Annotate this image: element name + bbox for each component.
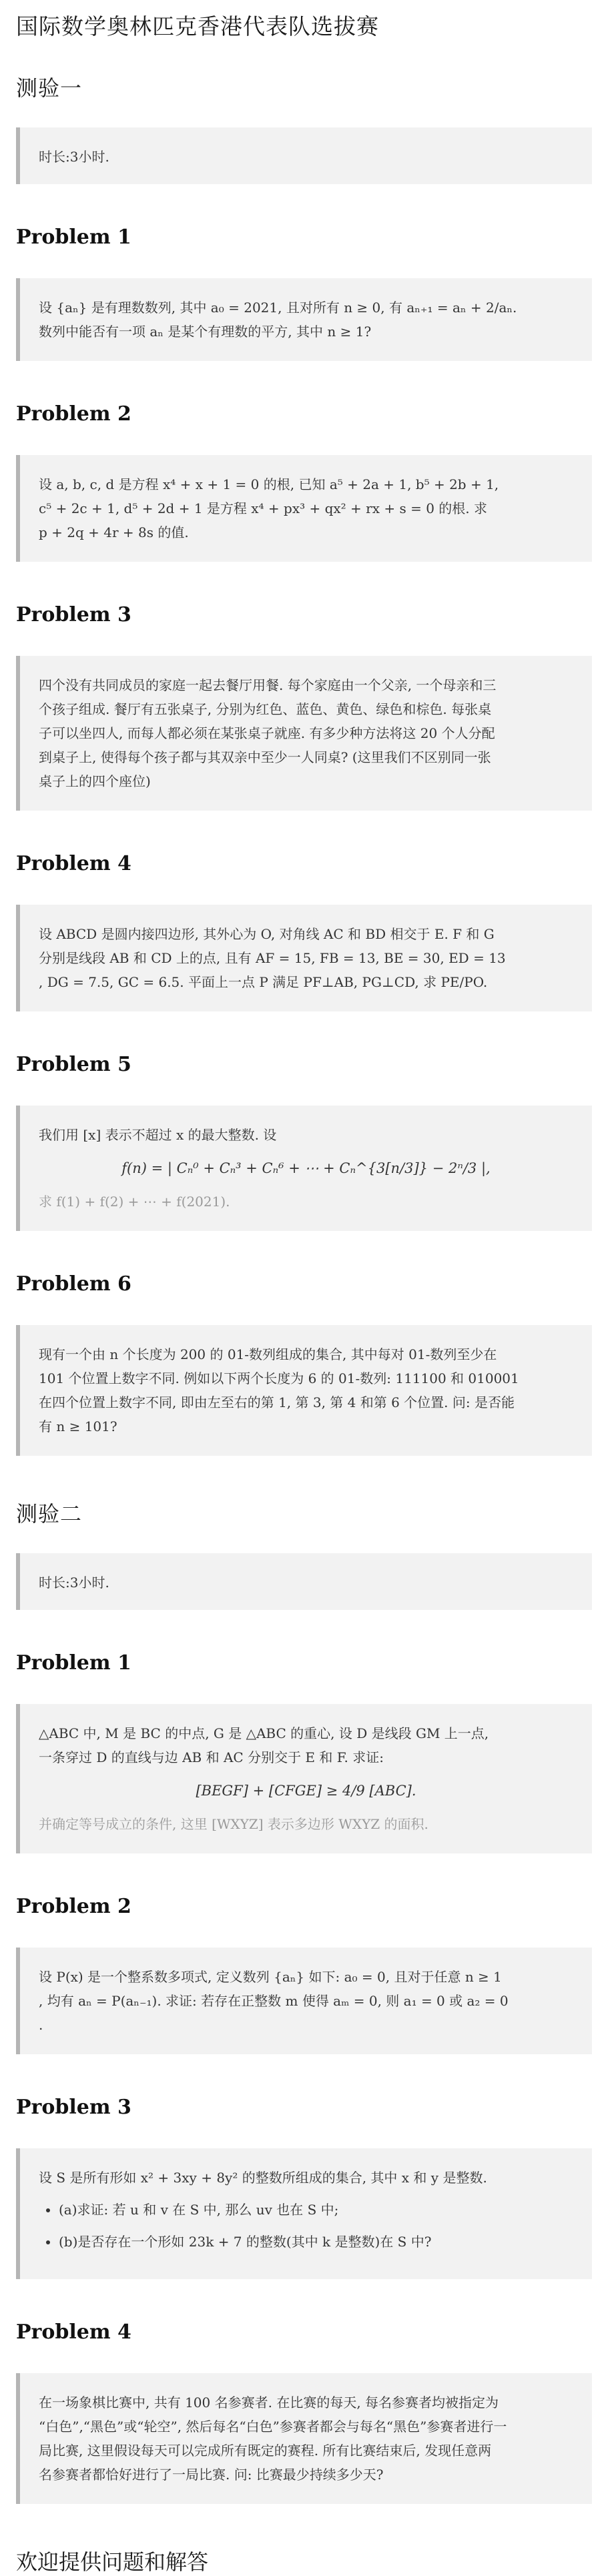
- line: p + 2q + 4r + 8s 的值.: [39, 524, 189, 540]
- line: “白色”,“黑色”或“轮空”, 然后每名“白色”参赛者都会与每名“黑色”参赛者进行一: [39, 2419, 507, 2435]
- list-item: • (b)是否存在一个形如 23k + 7 的整数(其中 k 是整数)在 S 中?: [59, 2230, 573, 2254]
- line: .: [39, 2017, 43, 2033]
- line: △ABC 中, M 是 BC 的中点, G 是 △ABC 的重心, 设 D 是线段 GM 上一点,: [39, 1725, 489, 1741]
- closing: 求 f(1) + f(2) + ⋯ + f(2021).: [39, 1194, 230, 1210]
- line: 在一场象棋比赛中, 共有 100 名参赛者. 在比赛的每天, 每名参赛者均被指定为: [39, 2395, 499, 2411]
- t2-problem-3-body: [16, 2148, 592, 2279]
- line: c⁵ + 2c + 1, d⁵ + 2d + 1 是方程 x⁴ + px³ + qx² + rx + s = 0 的根. 求: [39, 500, 488, 516]
- t1-problem-3-body: [16, 656, 592, 811]
- closing: 并确定等号成立的条件, 这里 [WXYZ] 表示多边形 WXYZ 的面积.: [39, 1816, 428, 1832]
- footer-heading: 欢迎提供问题和解答: [16, 2549, 209, 2575]
- intro: 我们用 [x] 表示不超过 x 的最大整数. 设: [39, 1127, 277, 1143]
- line: 桌子上的四个座位): [39, 773, 151, 789]
- t1-problem-5-body: [16, 1106, 592, 1231]
- t2-problem-4-title: Problem 4: [16, 2320, 131, 2344]
- line: 设 P(x) 是一个整系数多项式, 定义数列 {aₙ} 如下: a₀ = 0, 且对于任意 n ≥ 1: [39, 1969, 502, 1985]
- t2-problem-4-body: [16, 2373, 592, 2504]
- test2-duration: 时长:3小时.: [16, 1553, 592, 1610]
- line: 分别是线段 AB 和 CD 上的点, 且有 AF = 15, FB = 13, BE = 30, ED = 13: [39, 950, 506, 966]
- intro: 设 S 是所有形如 x² + 3xy + 8y² 的整数所组成的集合, 其中 x 和 y 是整数.: [39, 2170, 487, 2186]
- page-title: 国际数学奥林匹克香港代表队选拔赛: [16, 13, 379, 39]
- t1-problem-6-body: [16, 1325, 592, 1456]
- line: 在四个位置上数字不同, 即由左至右的第 1, 第 3, 第 4 和第 6 个位置. 问: 是否能: [39, 1394, 515, 1410]
- item-list: [39, 2198, 573, 2254]
- line: 四个没有共同成员的家庭一起去餐厅用餐. 每个家庭由一个父亲, 一个母亲和三: [39, 677, 497, 693]
- t2-problem-2-title: Problem 2: [16, 1895, 131, 1918]
- test1-duration: 时长:3小时.: [16, 127, 592, 184]
- t1-problem-4-body: [16, 905, 592, 1011]
- test2-heading: 测验二: [16, 1501, 83, 1527]
- t1-problem-1-title: Problem 1: [16, 226, 131, 249]
- line: , 均有 aₙ = P(aₙ₋₁). 求证: 若存在正整数 m 使得 aₘ = 0, 则 a₁ = 0 或 a₂ = 0: [39, 1993, 509, 2009]
- line: 到桌子上, 使得每个孩子都与其双亲中至少一人同桌? (这里我们不区别同一张: [39, 749, 491, 765]
- line: 局比赛, 这里假设每天可以完成所有既定的赛程. 所有比赛结束后, 发现任意两: [39, 2443, 492, 2459]
- line: 名参赛者都恰好进行了一局比赛. 问: 比赛最少持续多少天?: [39, 2467, 384, 2483]
- t2-problem-2-body: [16, 1948, 592, 2054]
- t2-problem-1-body: [16, 1704, 592, 1853]
- line: 设 {aₙ} 是有理数数列, 其中 a₀ = 2021, 且对所有 n ≥ 0, 有 aₙ₊₁ = aₙ + 2/aₙ.: [39, 300, 517, 316]
- line: 子可以坐四人, 而每人都必须在某张桌子就座. 有多少种方法将这 20 个人分配: [39, 725, 495, 741]
- formula: [BEGF] + [CFGE] ≥ 4/9 [ABC].: [196, 1783, 416, 1799]
- t1-problem-1-body: [16, 278, 592, 361]
- line: 有 n ≥ 101?: [39, 1418, 117, 1434]
- line: 现有一个由 n 个长度为 200 的 01-数列组成的集合, 其中每对 01-数列至少在: [39, 1346, 497, 1362]
- line: , DG = 7.5, GC = 6.5. 平面上一点 P 满足 PF⊥AB, PG⊥CD, 求 PE/PO.: [39, 974, 488, 990]
- t2-problem-3-title: Problem 3: [16, 2096, 131, 2119]
- t1-problem-2-title: Problem 2: [16, 402, 131, 426]
- line: 个孩子组成. 餐厅有五张桌子, 分别为红色、蓝色、黄色、绿色和棕色. 每张桌: [39, 701, 492, 717]
- formula: f(n) = | Cₙ⁰ + Cₙ³ + Cₙ⁶ + ⋯ + Cₙ^{3[n/3]} − 2ⁿ/3 |,: [121, 1160, 491, 1176]
- test1-heading: 测验一: [16, 75, 83, 101]
- line: 设 ABCD 是圆内接四边形, 其外心为 O, 对角线 AC 和 BD 相交于 E. F 和 G: [39, 926, 495, 942]
- t1-problem-3-title: Problem 3: [16, 603, 131, 626]
- t1-problem-4-title: Problem 4: [16, 852, 131, 875]
- list-item: • (a)求证: 若 u 和 v 在 S 中, 那么 uv 也在 S 中;: [59, 2198, 573, 2222]
- t1-problem-6-title: Problem 6: [16, 1272, 131, 1296]
- t1-problem-5-title: Problem 5: [16, 1053, 131, 1076]
- line: 数列中能否有一项 aₙ 是某个有理数的平方, 其中 n ≥ 1?: [39, 324, 372, 340]
- t1-problem-2-body: [16, 455, 592, 562]
- line: 一条穿过 D 的直线与边 AB 和 AC 分别交于 E 和 F. 求证:: [39, 1749, 384, 1765]
- t2-problem-1-title: Problem 1: [16, 1651, 131, 1675]
- line: 设 a, b, c, d 是方程 x⁴ + x + 1 = 0 的根, 已知 a⁵ + 2a + 1, b⁵ + 2b + 1,: [39, 476, 499, 492]
- line: 101 个位置上数字不同. 例如以下两个长度为 6 的 01-数列: 111100 和 010001: [39, 1370, 519, 1386]
